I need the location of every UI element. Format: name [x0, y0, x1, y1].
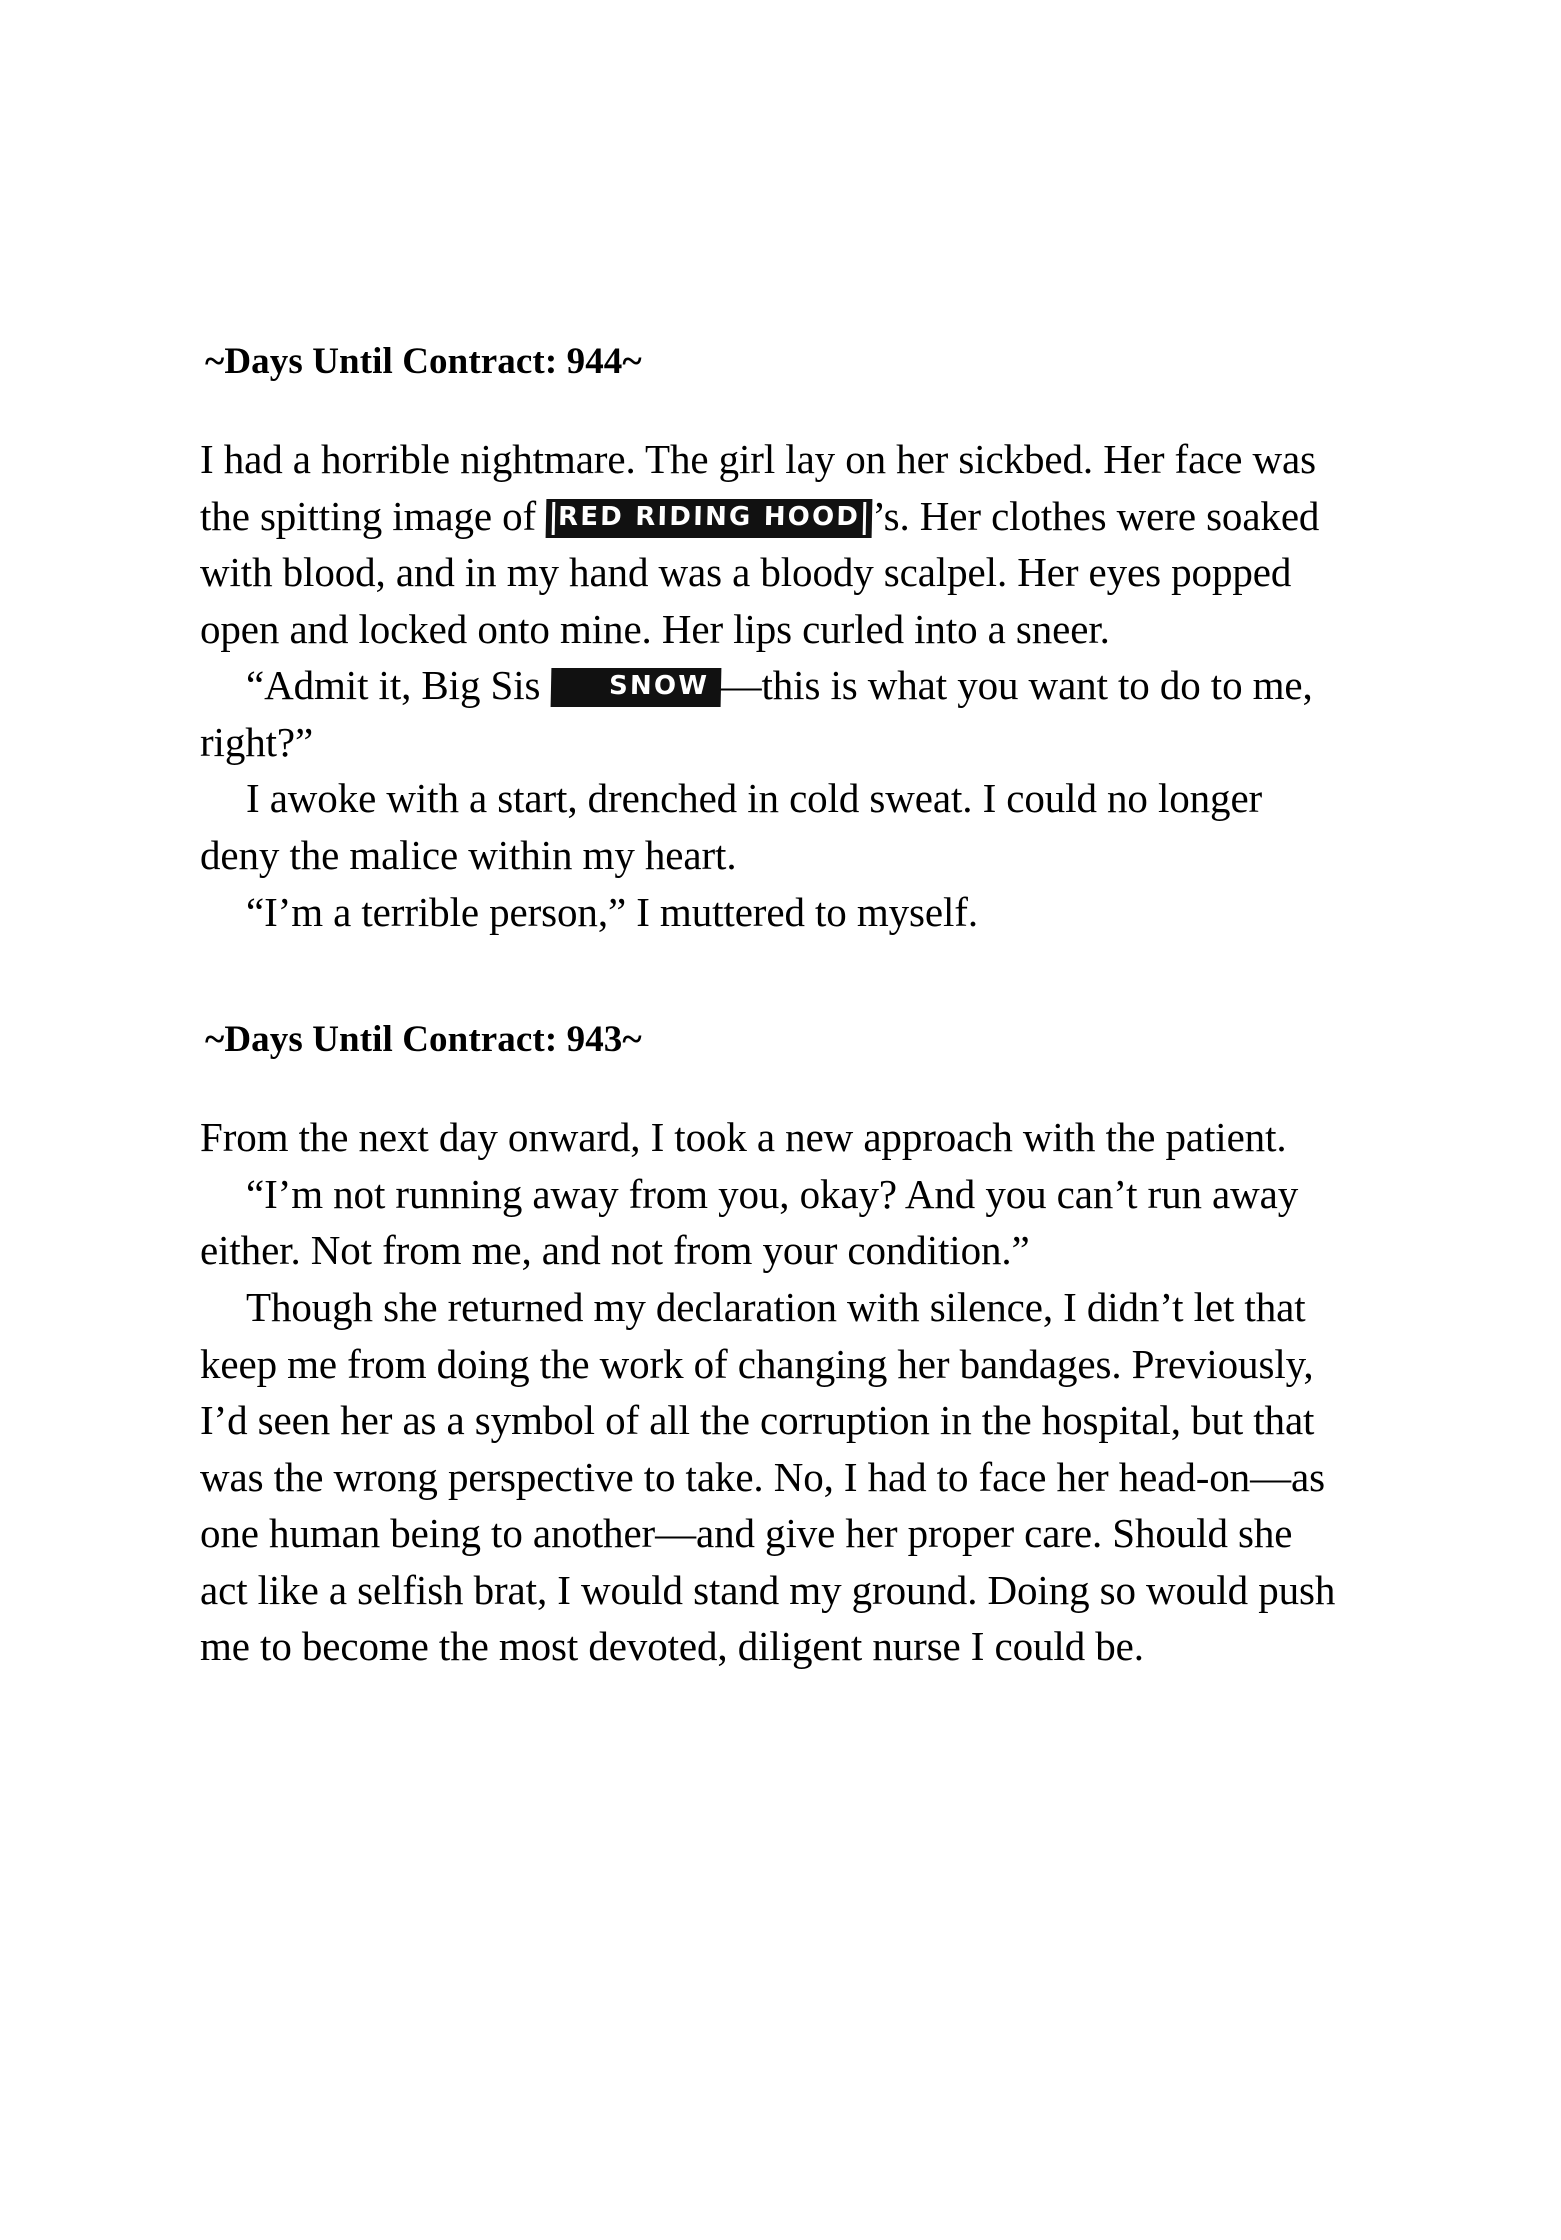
paragraph [200, 770, 1340, 883]
paragraph-text: I had a horrible nightmare. The girl lay on her sickbed. Her face was the spitting image of [200, 436, 1316, 539]
redacted-name-snow: SNOW [550, 668, 721, 707]
paragraph-text: “Admit it, Big Sis [246, 662, 551, 709]
paragraph-text: “I’m not running away from you, okay? And you can’t run away either. Not from me, and not from your condition.” [200, 1170, 1299, 1274]
paragraph-text: —this is what you want to do to me, right?” [200, 662, 1313, 765]
section-heading-943: ~Days Until Contract: 943~ [205, 1019, 642, 1061]
paragraph-text: “I’m a terrible person,” I muttered to myself. [246, 888, 978, 935]
paragraph [200, 657, 1340, 770]
section-heading-944: ~Days Until Contract: 944~ [205, 341, 642, 382]
paragraph [200, 1109, 1340, 1166]
page-content [200, 340, 1340, 1675]
paragraph-text: From the next day onward, I took a new approach with the patient. [200, 1114, 1287, 1161]
paragraph [200, 884, 1340, 941]
paragraph [200, 431, 1340, 657]
redacted-name-red-riding-hood: RED RIDING HOOD [546, 499, 873, 538]
paragraph-text: Though she returned my declaration with silence, I didn’t let that keep me from doing the work of changing her bandages. Previously, I’d seen her as a symbol of all the corruption in the hospital, but that was the wrong perspective to take. No, I had to face her head-on—as one human being to another—and give her proper care. Should she act like a selfish brat, I would stand my ground. Doing so would push me to become the most devoted, diligent nurse I could be. [200, 1283, 1336, 1670]
paragraph [200, 1279, 1340, 1675]
paragraph [200, 1166, 1340, 1279]
paragraph-text: ’s. Her clothes were soaked with blood, and in my hand was a bloody scalpel. Her eyes popped open and locked onto mine. Her lips curled into a sneer. [200, 492, 1320, 652]
paragraph-text: I awoke with a start, drenched in cold sweat. I could no longer deny the malice within my heart. [200, 775, 1263, 879]
